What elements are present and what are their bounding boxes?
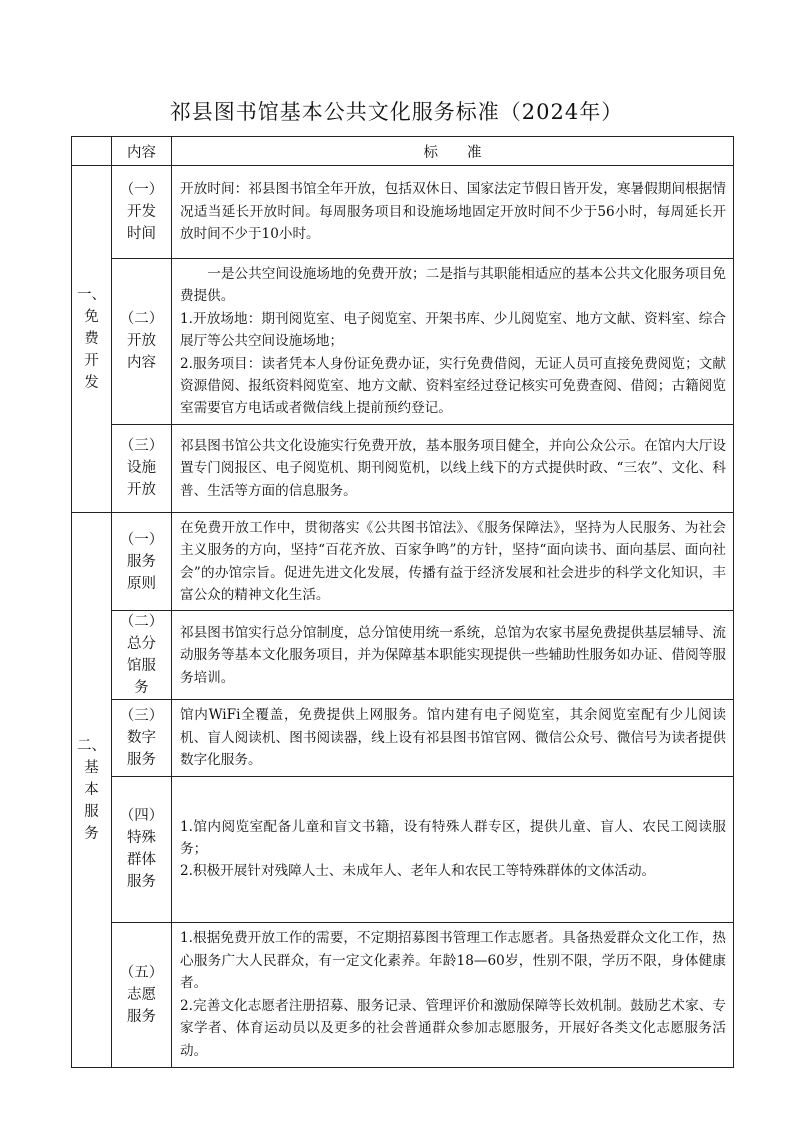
header-standard: 标 准 <box>172 137 734 166</box>
row-label-service-principle: （一） 服务 原则 <box>112 512 172 611</box>
document-title: 祁县图书馆基本公共文化服务标准（2024年） <box>169 100 624 124</box>
category-free-open: 一、 免 费 开 发 <box>72 166 112 513</box>
row-content-digital-service: 馆内WiFi全覆盖，免费提供上网服务。馆内建有电子阅览室，其余阅览室配有少儿阅读机、盲人阅读机、图书阅读器，线上设有祁县图书馆官网、微信公众号、微信号为读者提供数字化服务。 <box>172 700 734 776</box>
table-row <box>72 424 734 512</box>
row-content-branch-service: 祁县图书馆实行总分馆制度，总分馆使用统一系统，总馆为农家书屋免费提供基层辅导、流动服务等基本文化服务项目，并为保障基本职能实现提供一些辅助性服务如办证、借阅等服务培训。 <box>172 611 734 700</box>
table-row <box>72 611 734 700</box>
row-label-branch-service: （二） 总分 馆服 务 <box>112 611 172 700</box>
row-content-facility-open: 祁县图书馆公共文化设施实行免费开放，基本服务项目健全，并向公众公示。在馆内大厅设置专门阅报区、电子阅览机、期刊阅览机，以线上线下的方式提供时政、“三农”、文化、科普、生活等方面的信息服务。 <box>172 424 734 512</box>
row-content-special-groups: 1.馆内阅览室配备儿童和盲文书籍，设有特殊人群专区，提供儿童、盲人、农民工阅读服务； 2.积极开展针对残障人士、未成年人、老年人和农民工等特殊群体的文体活动。 <box>172 776 734 922</box>
table-row <box>72 166 734 259</box>
row-label-digital-service: （三） 数字 服务 <box>112 700 172 776</box>
row-content-open-content: 一是公共空间设施场地的免费开放；二是指与其职能相适应的基本公共文化服务项目免费提供。 1.开放场地：期刊阅览室、电子阅览室、开架书库、少儿阅览室、地方文献、资料室、综合展厅等公共空间设施场地； 2.服务项目：读者凭本人身份证免费办证，实行免费借阅，无证人员可直接免费阅览；文献资源借阅、报纸资料阅览室、地方文献、资料室经过登记核实可免费查阅、借阅；古籍阅览室需要官方电话或者微信线上提前预约登记。 <box>172 259 734 425</box>
row-label-special-groups: （四） 特殊 群体 服务 <box>112 776 172 922</box>
table-row <box>72 259 734 425</box>
table-row <box>72 776 734 922</box>
table-row <box>72 700 734 776</box>
header-blank-cell <box>72 137 112 166</box>
row-label-open-time: （一） 开发 时间 <box>112 166 172 259</box>
table-row <box>72 922 734 1067</box>
row-label-facility-open: （三） 设施 开放 <box>112 424 172 512</box>
service-standard-table <box>71 136 734 1068</box>
table-row <box>72 512 734 611</box>
row-content-volunteer-service: 1.根据免费开放工作的需要，不定期招募图书管理工作志愿者。具备热爱群众文化工作，热心服务广大人民群众，有一定文化素养。年龄18—60岁，性别不限，学历不限，身体健康者。 2.完善文化志愿者注册招募、服务记录、管理评价和激励保障等长效机制。鼓励艺术家、专家学者、体育运动员以及更多的社会普通群众参加志愿服务，开展好各类文化志愿服务活动。 <box>172 922 734 1067</box>
header-content: 内容 <box>112 137 172 166</box>
row-content-service-principle: 在免费开放工作中，贯彻落实《公共图书馆法》、《服务保障法》，坚持为人民服务、为社会主义服务的方向，坚持“百花齐放、百家争鸣”的方针，坚持“面向读书、面向基层、面向社会”的办馆宗旨。促进先进文化发展，传播有益于经济发展和社会进步的科学文化知识，丰富公众的精神文化生活。 <box>172 512 734 611</box>
row-content-open-time: 开放时间：祁县图书馆全年开放，包括双休日、国家法定节假日皆开发，寒暑假期间根据情况适当延长开放时间。每周服务项目和设施场地固定开放时间不少于56小时，每周延长开放时间不少于10小时。 <box>172 166 734 259</box>
table-header-row <box>72 137 734 166</box>
category-basic-service: 二、 基 本 服 务 <box>72 512 112 1067</box>
row-label-volunteer-service: （五） 志愿 服务 <box>112 922 172 1067</box>
row-label-open-content: （二） 开放 内容 <box>112 259 172 425</box>
